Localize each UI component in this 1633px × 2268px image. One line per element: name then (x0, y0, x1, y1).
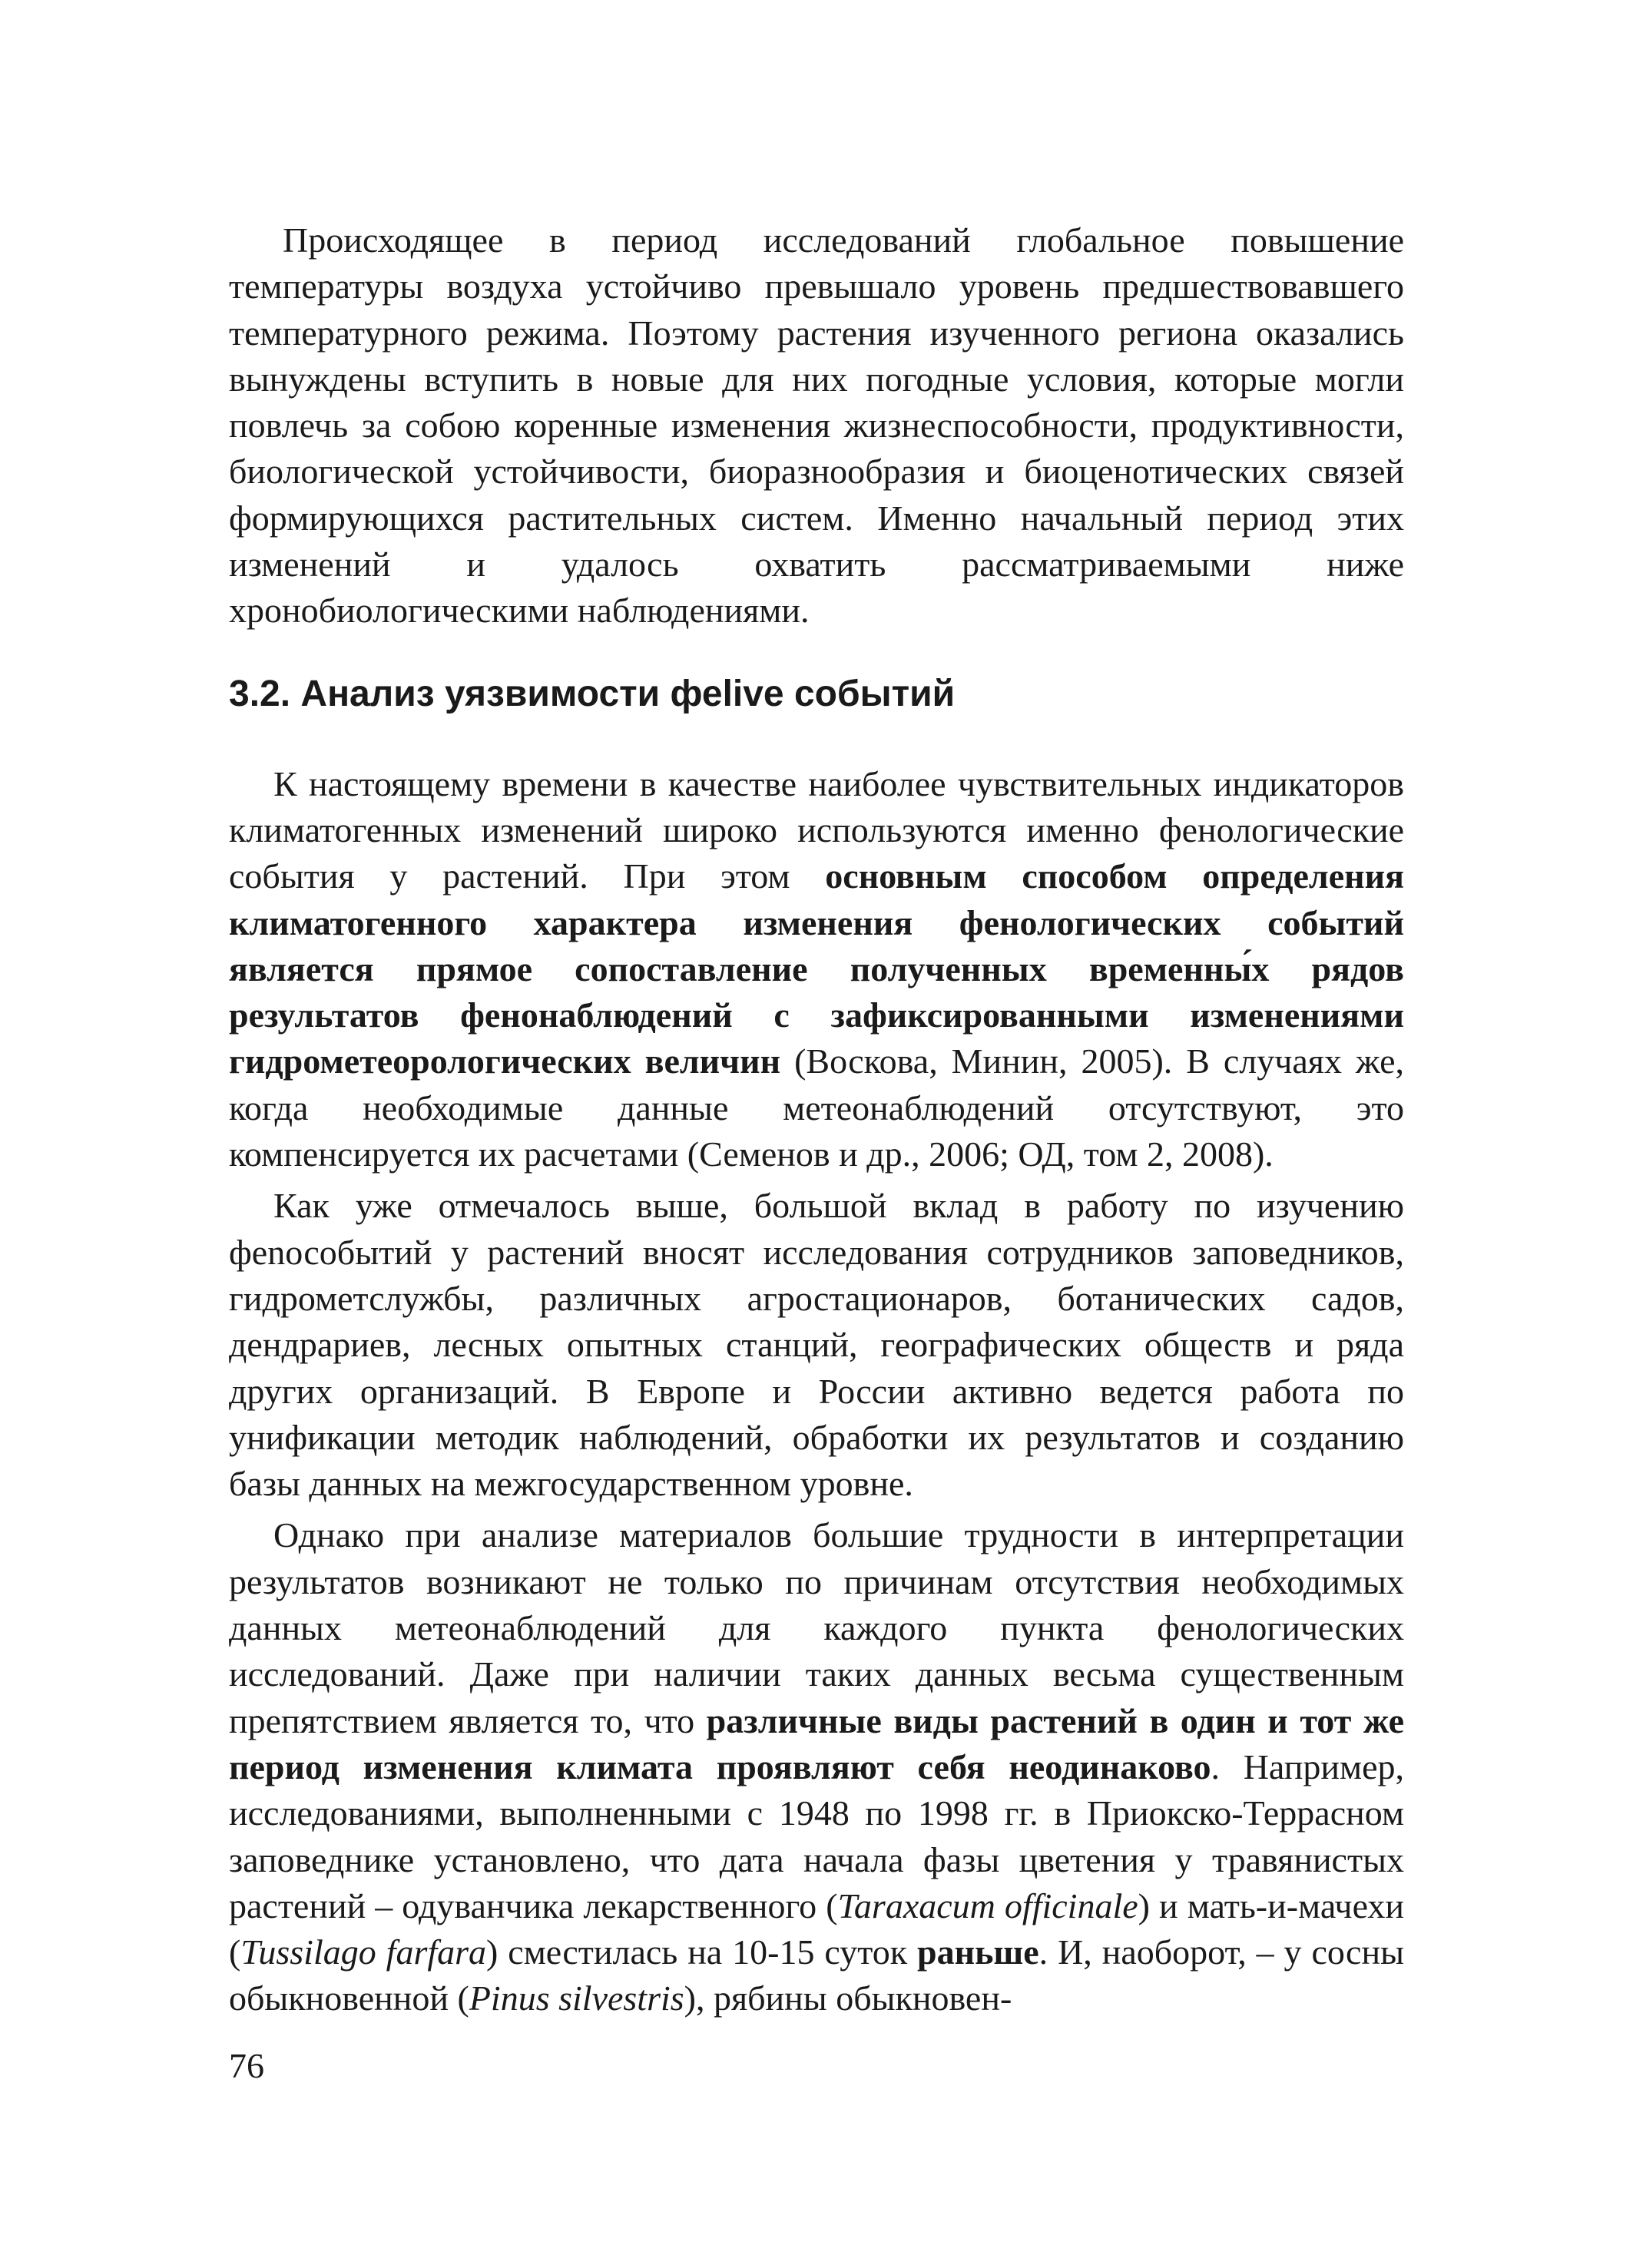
species-name: Tussilago farfara (240, 1932, 487, 1972)
bold-emphasis: основным способом определения климатогенного характера изменения фенологических событий является прямое сопоставление полученных временны́х рядов результатов фенонаблюдений с зафиксированными изменениями гидрометеорологических величин (229, 856, 1405, 1081)
paragraph-text: Однако при анализе материалов большие трудности в интерпретации результатов возникают не только по причинам отсутствия необходимых данных метеонаблюдений для каждого пункта фенологических исследований. Даже при наличии таких данных весьма существенным препятствием является то, что (229, 1515, 1404, 1740)
paragraph-analysis (229, 1512, 1404, 2021)
bold-emphasis: раньше (916, 1932, 1039, 1972)
section-heading: 3.2. Анализ уязвимости феlive событий (229, 673, 956, 714)
paragraph-research: Как уже отмечалось выше, большой вклад в работу по изучению феnособытий у растений вносят исследования сотрудников заповедников, гидрометслужбы, различных агростационаров, ботанических садов, дендрариев, лесных опытных станций, географических обществ и ряда других организаций. В Европе и России активно ведется работа по унификации методик наблюдений, обработки их результатов и созданию базы данных на межгосударственном уровне. (229, 1186, 1404, 1504)
paragraph-text: ) сместилась на 10-15 суток (486, 1932, 917, 1972)
paragraph-text: ) и мать-и-мачехи ( (229, 1886, 1404, 1972)
page-number: 76 (229, 2046, 264, 2085)
bold-emphasis: различные виды растений в один и тот же период изменения климата проявляют себя неодинаково (229, 1700, 1404, 1786)
paragraph-text: . Например, исследованиями, выполненными с 1948 по 1998 гг. в Приокско-Террасном заповеднике установлено, что дата начала фазы цветения у травянистых растений – одуванчика лекарственного ( (229, 1747, 1404, 1925)
page-body (229, 217, 1404, 2022)
paragraph-intro: Происходящее в период исследований глобальное повышение температуры воздуха устойчиво превышало уровень предшествовавшего температурного режима. Поэтому растения изученного региона оказались вынуждены вступить в новые для них погодные условия, которые могли повлечь за собою коренные изменения жизнеспособности, продуктивности, биологической устойчивости, биоразнообразия и биоценотических связей формирующихся растительных систем. Именно начальный период этих изменений и удалось охватить рассматриваемыми ниже хронобиологическими наблюдениями. (229, 220, 1404, 631)
paragraph-text: К настоящему времени в качестве наиболее чувствительных индикаторов климатогенных изменений широко используются именно фенологические события у растений. При этом (229, 763, 1404, 896)
species-name: Pinus silvestris (469, 1978, 684, 2018)
species-name: Taraxacum officinale (837, 1886, 1138, 1925)
paragraph-text: (Воскова, Минин, 2005). В случаях же, когда необходимые данные метеонаблюдений отсутствуют, это компенсируется их расчетами (Семенов и др., 2006; ОД, том 2, 2008). (229, 1041, 1404, 1174)
paragraph-text: . И, наоборот, – у сосны обыкновенной ( (229, 1932, 1404, 2018)
paragraph-text: ), рябины обыкновен- (684, 1978, 1012, 2018)
paragraph-indicators (229, 761, 1404, 1178)
